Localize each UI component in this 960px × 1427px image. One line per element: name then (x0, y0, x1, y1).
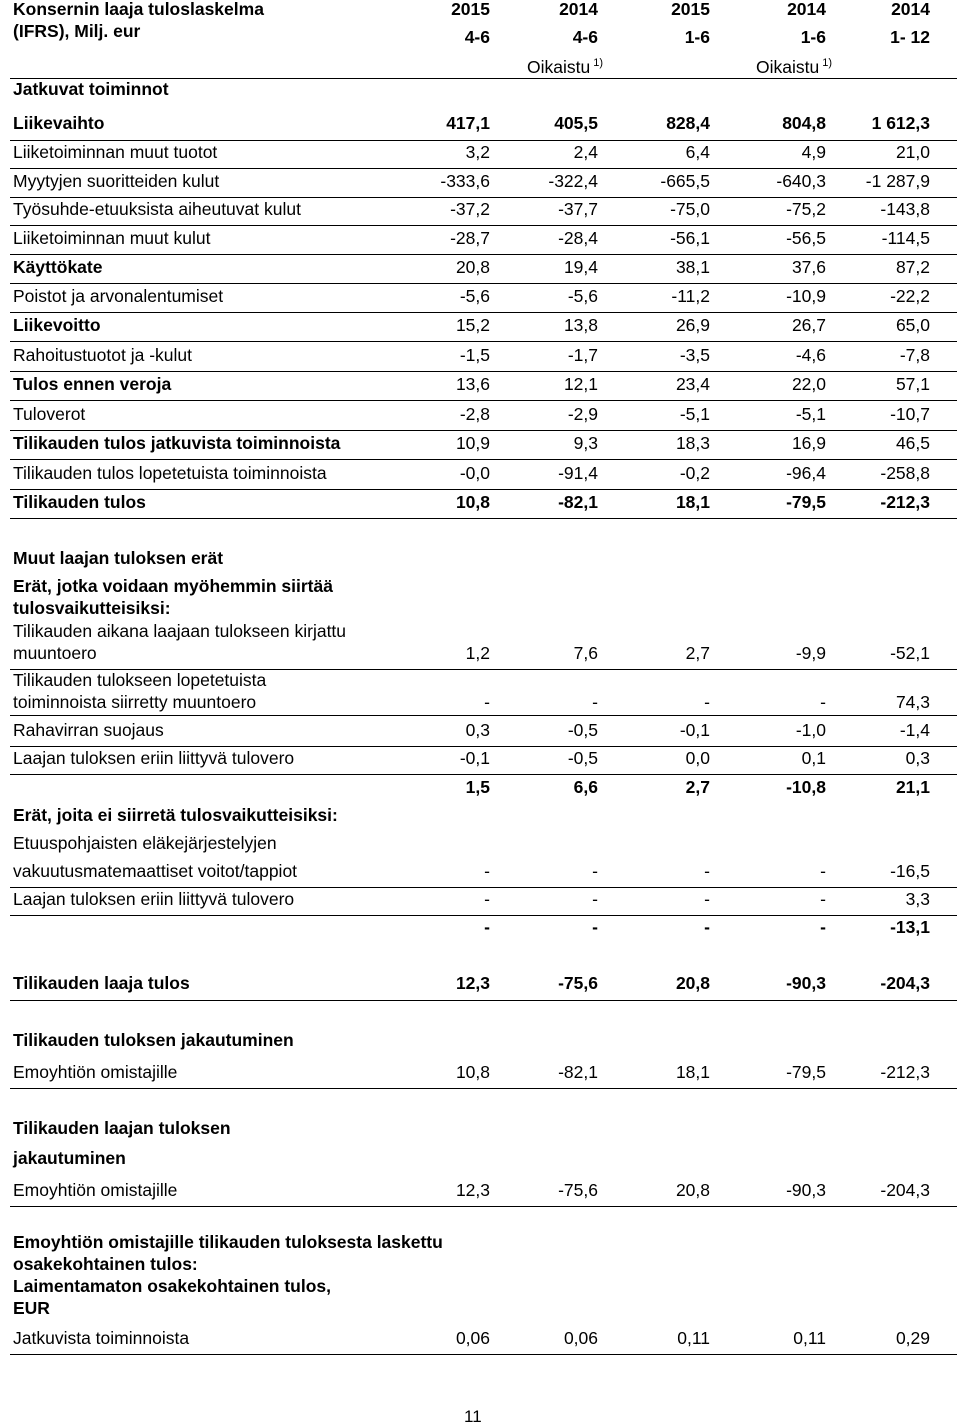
row-value-col-5: 87,2 (895, 257, 930, 277)
row-value-col-2: -37,7 (558, 199, 598, 219)
column-year: 2014 (787, 0, 826, 19)
row-value-col-3: -665,5 (660, 171, 710, 191)
row-value-col-1: - (484, 917, 490, 937)
row-label: Käyttökate (13, 257, 103, 277)
row-value-col-3: -0,2 (679, 463, 710, 483)
row-value-col-3: 0,0 (685, 748, 710, 768)
row-value-col-3: 18,3 (675, 433, 710, 453)
row-value-col-3: 2,7 (685, 643, 710, 663)
row-value-col-2: -322,4 (548, 171, 598, 191)
row-value-col-1: -333,6 (440, 171, 490, 191)
row-value-col-2: - (592, 889, 598, 909)
column-period: 1-6 (684, 27, 710, 47)
row-value-col-5: -13,1 (890, 917, 930, 937)
row-value-col-3: -75,0 (670, 199, 710, 219)
row-label: vakuutusmatemaattiset voitot/tappiot (13, 861, 298, 881)
row-label: Laajan tuloksen eriin liittyvä tulovero (13, 748, 295, 768)
row-label: Tilikauden aikana laajaan tulokseen kirjattu muuntoero (13, 621, 347, 663)
column-header-1 (380, 0, 490, 48)
row-divider (10, 371, 957, 372)
row-divider (10, 1206, 957, 1207)
row-value-col-3: - (704, 692, 710, 712)
row-label: Erät, jotka voidaan myöhemmin siirtää tulosvaikutteisiksi: (13, 576, 333, 618)
row-value-col-2: 12,1 (563, 374, 598, 394)
row-value-col-2: 2,4 (573, 142, 598, 162)
row-label: Tilikauden tulos jatkuvista toiminnoista (13, 433, 341, 453)
row-value-col-5: 74,3 (895, 692, 930, 712)
row-value-col-3: 26,9 (675, 315, 710, 335)
row-value-col-5: -204,3 (880, 973, 930, 993)
row-value-col-5: -7,8 (899, 345, 930, 365)
row-value-col-4: -79,5 (786, 492, 826, 512)
row-value-col-5: -10,7 (890, 404, 930, 424)
row-value-col-1: 0,06 (455, 1328, 490, 1348)
row-value-col-4: -1,0 (795, 720, 826, 740)
row-divider (10, 459, 957, 460)
row-value-col-4: -90,3 (786, 973, 826, 993)
row-value-col-2: -1,7 (567, 345, 598, 365)
row-value-col-1: 0,3 (465, 720, 490, 740)
column-year: 2014 (891, 0, 930, 19)
row-value-col-5: -143,8 (880, 199, 930, 219)
row-label: Työsuhde-etuuksista aiheutuvat kulut (13, 199, 301, 219)
row-value-col-2: 405,5 (554, 113, 598, 133)
row-value-col-3: 38,1 (675, 257, 710, 277)
row-value-col-1: 20,8 (455, 257, 490, 277)
row-value-col-3: 18,1 (675, 492, 710, 512)
row-label: Tilikauden laaja tulos (13, 973, 190, 993)
restated-label-2 (756, 57, 832, 78)
row-value-col-3: 2,7 (685, 777, 710, 797)
row-value-col-3: - (704, 917, 710, 937)
row-value-col-3: -11,2 (671, 286, 710, 306)
row-value-col-3: 20,8 (675, 1180, 710, 1200)
row-label: Muut laajan tuloksen erät (13, 548, 224, 568)
column-header-3 (600, 0, 710, 48)
row-value-col-1: 1,5 (465, 777, 490, 797)
row-divider (10, 518, 957, 519)
row-value-col-4: - (820, 889, 826, 909)
row-value-col-4: -4,6 (795, 345, 826, 365)
row-value-col-4: -96,4 (786, 463, 826, 483)
row-value-col-1: 3,2 (465, 142, 490, 162)
row-value-col-2: -2,9 (567, 404, 598, 424)
row-value-col-4: -79,5 (786, 1062, 826, 1082)
row-divider (10, 341, 957, 342)
row-value-col-4: 16,9 (791, 433, 826, 453)
row-divider (10, 489, 957, 490)
restated-footnote-mark: 1) (593, 57, 603, 69)
column-period: 1- 12 (890, 27, 930, 47)
row-value-col-2: 9,3 (573, 433, 598, 453)
row-value-col-1: 12,3 (455, 973, 490, 993)
row-value-col-1: -28,7 (450, 228, 490, 248)
restated-text: Oikaistu (527, 57, 591, 77)
row-value-col-2: -91,4 (558, 463, 598, 483)
row-divider (10, 312, 957, 313)
row-value-col-5: -114,5 (881, 228, 930, 248)
row-label: Erät, joita ei siirretä tulosvaikutteisiksi: (13, 805, 338, 825)
row-label: Rahavirran suojaus (13, 720, 164, 740)
column-period: 4-6 (464, 27, 490, 47)
row-value-col-2: 13,8 (563, 315, 598, 335)
row-value-col-5: 1 612,3 (871, 113, 930, 133)
row-value-col-1: -37,2 (450, 199, 490, 219)
row-label: Laajan tuloksen eriin liittyvä tulovero (13, 889, 295, 909)
row-value-col-5: -212,3 (880, 1062, 930, 1082)
row-label: Emoyhtiön omistajille (13, 1062, 178, 1082)
row-value-col-3: -5,1 (679, 404, 710, 424)
row-value-col-3: 0,11 (677, 1328, 710, 1348)
row-value-col-3: -0,1 (679, 720, 710, 740)
row-label: Emoyhtiön omistajille (13, 1180, 178, 1200)
row-value-col-5: 21,1 (895, 777, 930, 797)
row-value-col-2: -5,6 (567, 286, 598, 306)
row-value-col-5: -52,1 (890, 643, 930, 663)
row-value-col-3: 23,4 (675, 374, 710, 394)
row-value-col-3: -56,1 (670, 228, 710, 248)
row-value-col-1: 417,1 (446, 113, 490, 133)
column-header-5 (820, 0, 930, 48)
row-label: Tilikauden tulos lopetetuista toiminnoista (13, 463, 327, 483)
row-value-col-3: - (704, 889, 710, 909)
row-divider (10, 715, 957, 716)
row-divider (10, 774, 957, 775)
row-value-col-3: 18,1 (675, 1062, 710, 1082)
row-value-col-2: -0,5 (567, 720, 598, 740)
row-value-col-1: 15,2 (455, 315, 490, 335)
row-value-col-4: 26,7 (791, 315, 826, 335)
row-value-col-4: -75,2 (786, 199, 826, 219)
row-value-col-2: -28,4 (558, 228, 598, 248)
row-label: Liikevaihto (13, 113, 105, 133)
row-value-col-5: -16,5 (890, 861, 930, 881)
row-value-col-3: 6,4 (685, 142, 710, 162)
row-value-col-2: - (592, 692, 598, 712)
row-value-col-4: -56,5 (786, 228, 826, 248)
statement-title-line2: (IFRS), Milj. eur (13, 21, 141, 41)
row-label: Myytyjen suoritteiden kulut (13, 171, 220, 191)
row-label: Tulos ennen veroja (13, 374, 172, 394)
row-value-col-3: - (704, 861, 710, 881)
row-value-col-4: 0,11 (793, 1328, 826, 1348)
row-value-col-2: -82,1 (558, 1062, 598, 1082)
row-label: Tilikauden tulokseen lopetetuista toiminnoista siirretty muuntoero (13, 670, 267, 712)
row-divider (10, 225, 957, 226)
row-value-col-1: - (484, 861, 490, 881)
row-value-col-4: - (820, 861, 826, 881)
row-value-col-2: 6,6 (573, 777, 598, 797)
row-label: Etuuspohjaisten eläkejärjestelyjen (13, 833, 277, 853)
row-label: jakautuminen (13, 1148, 126, 1168)
row-divider (10, 168, 957, 169)
row-value-col-1: -2,8 (459, 404, 490, 424)
row-value-col-5: -258,8 (880, 463, 930, 483)
row-value-col-1: 1,2 (465, 643, 490, 663)
row-label: Liiketoiminnan muut tuotot (13, 142, 218, 162)
row-label: Tuloverot (13, 404, 86, 424)
row-label: Rahoitustuotot ja -kulut (13, 345, 192, 365)
row-value-col-1: -1,5 (459, 345, 490, 365)
column-header-2 (488, 0, 598, 48)
row-value-col-5: 0,29 (895, 1328, 930, 1348)
row-value-col-5: -204,3 (880, 1180, 930, 1200)
column-year: 2015 (451, 0, 490, 19)
row-divider (10, 283, 957, 284)
statement-title (13, 0, 264, 42)
column-period: 1-6 (800, 27, 826, 47)
page-number: 11 (464, 1407, 482, 1426)
row-value-col-4: 4,9 (801, 142, 826, 162)
row-value-col-4: -9,9 (795, 643, 826, 663)
row-divider (10, 430, 957, 431)
row-divider (10, 1088, 957, 1089)
row-divider (10, 254, 957, 255)
row-value-col-2: 7,6 (573, 643, 598, 663)
column-year: 2015 (671, 0, 710, 19)
column-year: 2014 (559, 0, 598, 19)
row-value-col-2: - (592, 861, 598, 881)
row-divider (10, 1354, 957, 1355)
row-value-col-3: -3,5 (679, 345, 710, 365)
row-value-col-5: -22,2 (890, 286, 930, 306)
row-value-col-5: 57,1 (895, 374, 930, 394)
row-value-col-2: 19,4 (563, 257, 598, 277)
row-divider (10, 400, 957, 401)
row-value-col-4: 804,8 (782, 113, 826, 133)
row-label: Poistot ja arvonalentumiset (13, 286, 224, 306)
row-value-col-4: -640,3 (776, 171, 826, 191)
row-label: Tilikauden laajan tuloksen (13, 1118, 231, 1138)
row-label: Jatkuvista toiminnoista (13, 1328, 190, 1348)
statement-title-line1: Konsernin laaja tuloslaskelma (13, 0, 264, 19)
row-label: Emoyhtiön omistajille tilikauden tuloksesta laskettu osakekohtainen tulos: Laimentamaton osakekohtainen tulos, EUR (13, 1232, 443, 1318)
row-value-col-5: 0,3 (905, 748, 930, 768)
row-value-col-5: 46,5 (895, 433, 930, 453)
row-value-col-3: 20,8 (675, 973, 710, 993)
row-label: Tilikauden tuloksen jakautuminen (13, 1030, 294, 1050)
row-value-col-5: -1 287,9 (865, 171, 930, 191)
row-value-col-1: 13,6 (455, 374, 490, 394)
row-value-col-3: 828,4 (666, 113, 710, 133)
row-value-col-1: - (484, 692, 490, 712)
row-value-col-4: - (820, 917, 826, 937)
row-value-col-1: - (484, 889, 490, 909)
row-value-col-5: -212,3 (880, 492, 930, 512)
row-label: Liikevoitto (13, 315, 101, 335)
row-value-col-2: -75,6 (558, 973, 598, 993)
row-divider (10, 1000, 957, 1001)
row-value-col-4: 22,0 (791, 374, 826, 394)
restated-footnote-mark: 1) (822, 57, 832, 69)
row-value-col-4: - (820, 692, 826, 712)
row-label: Jatkuvat toiminnot (13, 79, 169, 99)
row-value-col-1: 12,3 (455, 1180, 490, 1200)
row-value-col-5: -1,4 (899, 720, 930, 740)
restated-label-1 (527, 57, 603, 78)
column-header-4 (716, 0, 826, 48)
row-value-col-4: 37,6 (791, 257, 826, 277)
row-value-col-4: -10,8 (786, 777, 826, 797)
row-value-col-1: -0,0 (459, 463, 490, 483)
row-value-col-5: 21,0 (895, 142, 930, 162)
row-value-col-4: -5,1 (795, 404, 826, 424)
row-label: Tilikauden tulos (13, 492, 146, 512)
row-value-col-4: -10,9 (786, 286, 826, 306)
row-value-col-2: -0,5 (567, 748, 598, 768)
row-value-col-1: 10,8 (455, 492, 490, 512)
restated-text: Oikaistu (756, 57, 820, 77)
row-value-col-1: 10,9 (455, 433, 490, 453)
row-value-col-4: -90,3 (786, 1180, 826, 1200)
row-value-col-2: - (592, 917, 598, 937)
column-period: 4-6 (572, 27, 598, 47)
row-value-col-2: -82,1 (558, 492, 598, 512)
row-value-col-1: -5,6 (459, 286, 490, 306)
row-value-col-1: 10,8 (455, 1062, 490, 1082)
row-label: Liiketoiminnan muut kulut (13, 228, 211, 248)
row-value-col-5: 65,0 (895, 315, 930, 335)
row-value-col-1: -0,1 (459, 748, 490, 768)
row-value-col-2: 0,06 (563, 1328, 598, 1348)
row-value-col-4: 0,1 (801, 748, 826, 768)
row-value-col-5: 3,3 (905, 889, 930, 909)
row-value-col-2: -75,6 (558, 1180, 598, 1200)
